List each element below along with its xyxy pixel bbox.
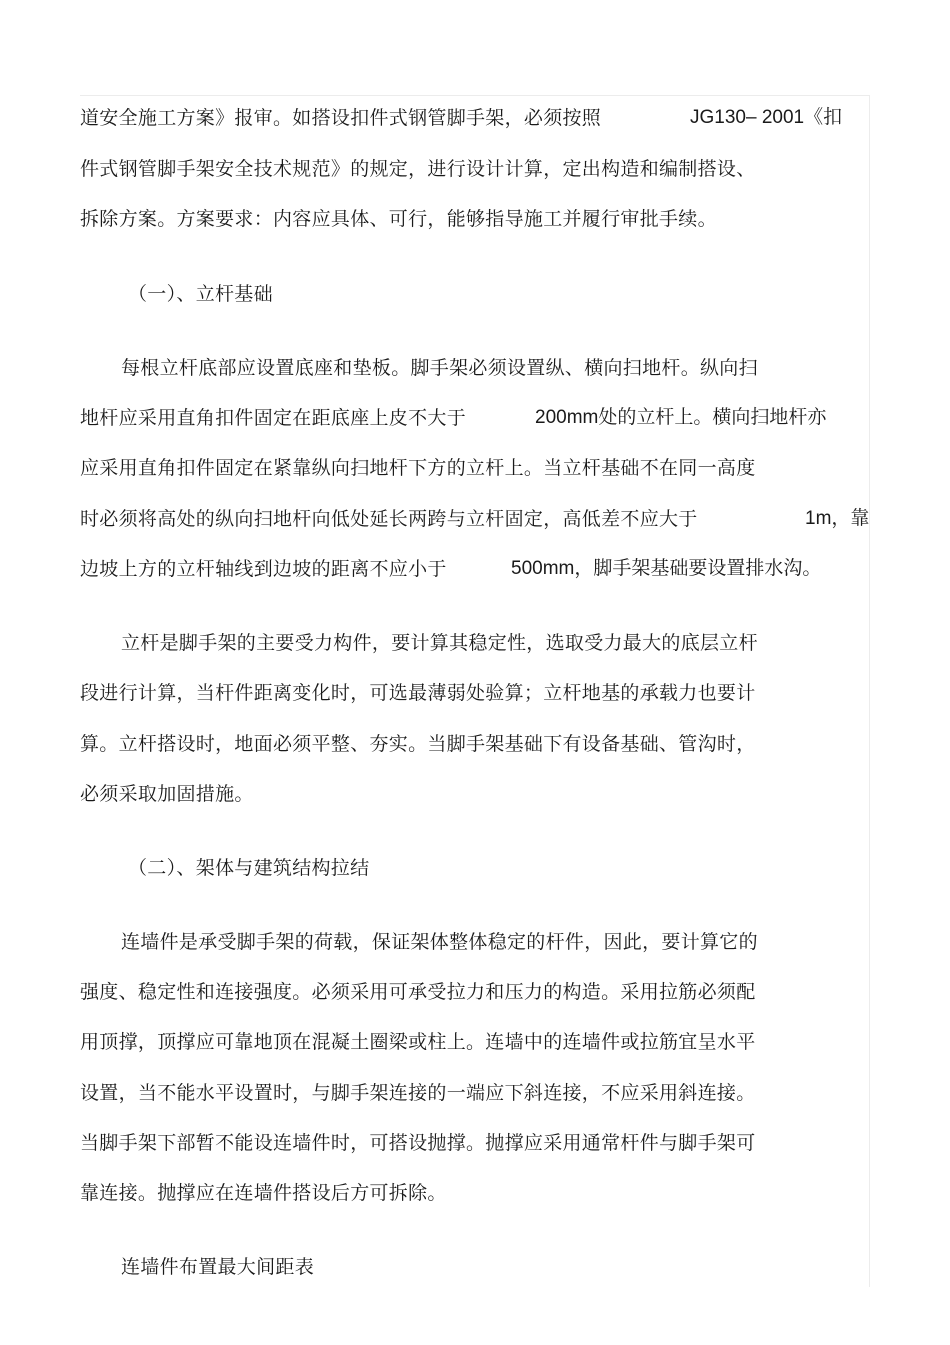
- tie-line-4: 设置，当不能水平设置时，与脚手架连接的一端应下斜连接，不应采用斜连接。: [80, 1082, 756, 1104]
- pole-line-2: 段进行计算，当杆件距离变化时，可选最薄弱处验算；立杆地基的承载力也要计: [80, 682, 756, 704]
- tie-line-5: 当脚手架下部暂不能设连墙件时，可搭设抛撑。抛撑应采用通常杆件与脚手架可: [80, 1132, 756, 1154]
- tie-line-2: 强度、稳定性和连接强度。必须采用可承受拉力和压力的构造。采用拉筋必须配: [80, 981, 756, 1003]
- base-line-4-value: 1m，靠: [805, 508, 870, 529]
- pole-line-1: 立杆是脚手架的主要受力构件，要计算其稳定性，选取受力最大的底层立杆: [121, 632, 758, 654]
- pole-line-4: 必须采取加固措施。: [80, 783, 254, 805]
- section-heading-1: （一）、立杆基础: [128, 283, 273, 305]
- base-line-5: 边坡上方的立杆轴线到边坡的距离不应小于: [80, 558, 447, 580]
- section-heading-2: （二）、架体与建筑结构拉结: [128, 857, 370, 879]
- intro-line-3: 拆除方案。方案要求：内容应具体、可行，能够指导施工并履行审批手续。: [80, 208, 717, 230]
- tie-line-6: 靠连接。抛撑应在连墙件搭设后方可拆除。: [80, 1182, 447, 1204]
- table-caption: 连墙件布置最大间距表: [121, 1256, 315, 1278]
- intro-line-1: 道安全施工方案》报审。如搭设扣件式钢管脚手架，必须按照: [80, 107, 602, 129]
- base-line-5-value: 500mm，脚手架基础要设置排水沟。: [511, 558, 822, 579]
- intro-line-2: 件式钢管脚手架安全技术规范》的规定，进行设计计算，定出构造和编制搭设、: [80, 158, 756, 180]
- base-line-3: 应采用直角扣件固定在紧靠纵向扫地杆下方的立杆上。当立杆基础不在同一高度: [80, 457, 756, 479]
- tie-line-3: 用顶撑，顶撑应可靠地顶在混凝土圈梁或柱上。连墙中的连墙件或拉筋宜呈水平: [80, 1031, 756, 1053]
- base-line-4: 时必须将高处的纵向扫地杆向低处延长两跨与立杆固定，高低差不应大于: [80, 508, 698, 530]
- base-line-1: 每根立杆底部应设置底座和垫板。脚手架必须设置纵、横向扫地杆。纵向扫: [121, 357, 758, 379]
- page-border-right: [869, 95, 870, 1287]
- base-line-2: 地杆应采用直角扣件固定在距底座上皮不大于: [80, 407, 467, 429]
- base-line-2-value: 200mm处的立杆上。横向扫地杆亦: [535, 407, 827, 428]
- intro-line-1-standard: JG130– 2001《扣: [690, 107, 843, 128]
- page-border-top: [80, 95, 870, 96]
- pole-line-3: 算。立杆搭设时，地面必须平整、夯实。当脚手架基础下有设备基础、管沟时，: [80, 733, 756, 755]
- tie-line-1: 连墙件是承受脚手架的荷载，保证架体整体稳定的杆件，因此，要计算它的: [121, 931, 758, 953]
